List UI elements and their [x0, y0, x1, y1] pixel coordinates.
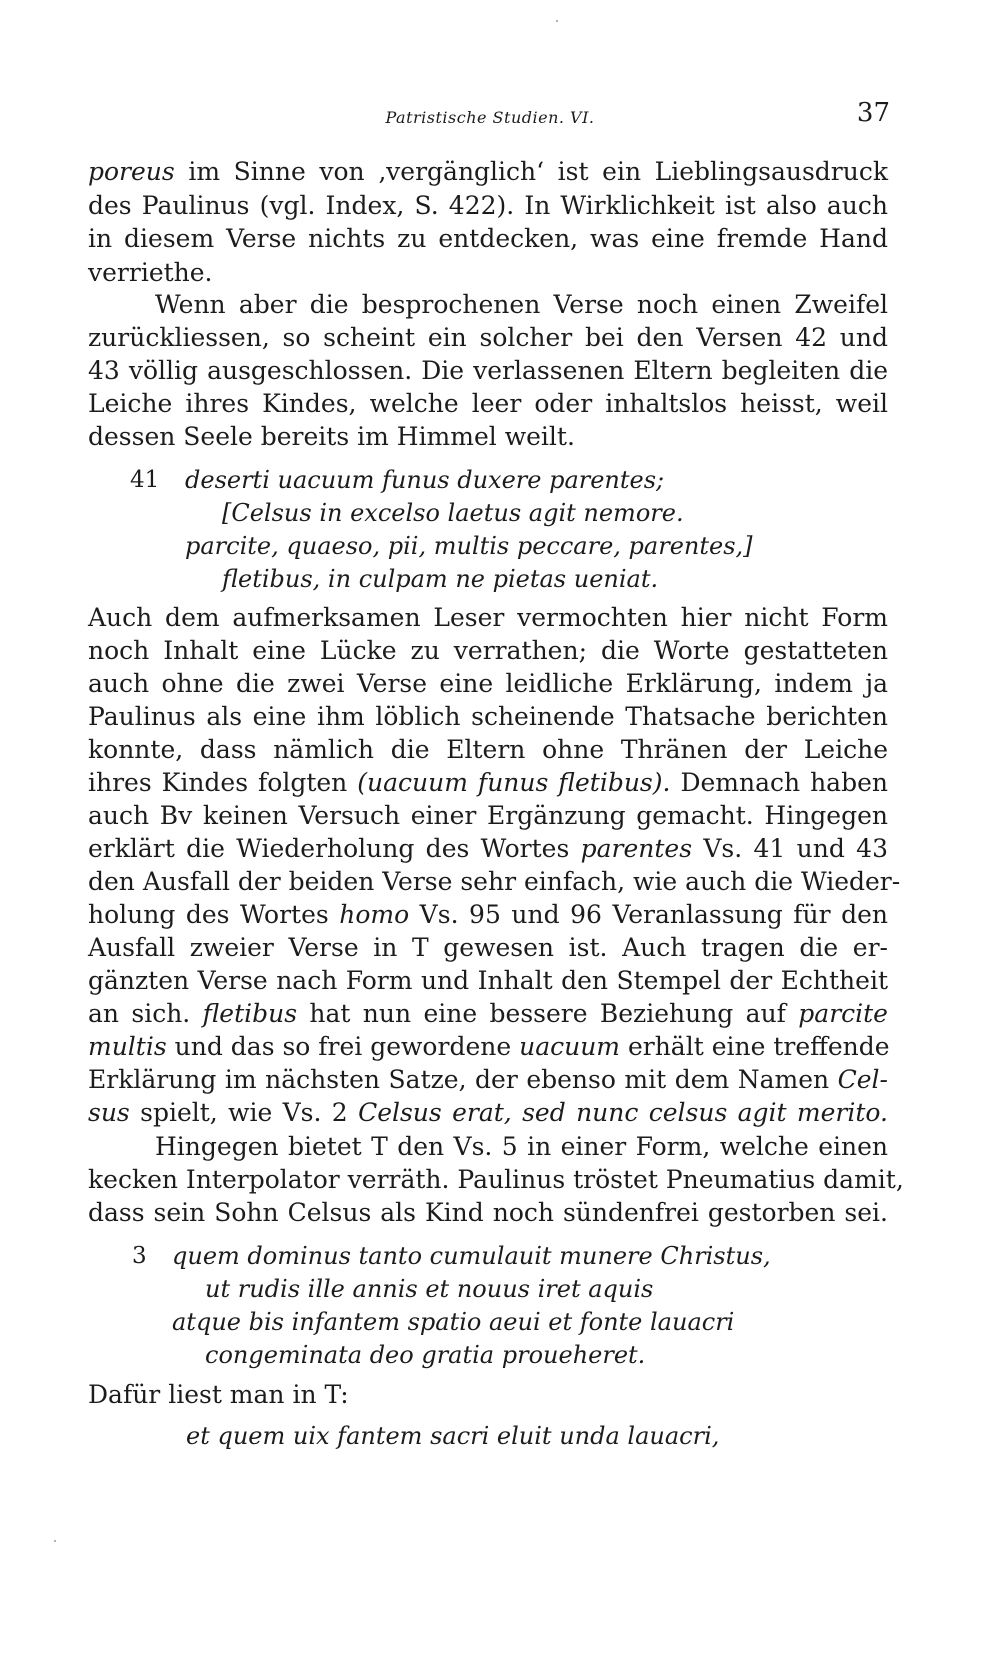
text-line: konnte, dass nämlich die Eltern ohne Thränen der Leiche — [88, 735, 888, 764]
text-span: Demnach haben — [670, 768, 888, 797]
verse-line: congeminata deo gratia proueheret. — [205, 1341, 646, 1369]
text-line: gänzten Verse nach Form und Inhalt den Stempel der Echtheit — [88, 966, 888, 995]
text-line: Leiche ihres Kindes, welche leer oder inhaltslos heisst, weil — [88, 389, 888, 418]
verse-line: [Celsus in excelso laetus agit nemore. — [222, 499, 684, 527]
text-line — [88, 1063, 888, 1097]
verse-line: fletibus, in culpam ne pietas ueniat. — [222, 565, 659, 593]
verse-line: ut rudis ille annis et nouus iret aquis — [205, 1275, 654, 1303]
italic-phrase: (uacuum funus fletibus). — [357, 768, 671, 797]
text-span: holung des Wortes — [88, 900, 340, 929]
text-span: erklärt die Wiederholung des Wortes — [88, 834, 581, 863]
italic-word: sus — [88, 1098, 130, 1127]
italic-word: fletibus — [202, 999, 298, 1028]
text-span: erhält eine treffende — [620, 1032, 890, 1061]
text-line: Dafür liest man in T: — [88, 1380, 349, 1409]
text-line — [88, 155, 888, 189]
italic-word: poreus — [88, 157, 175, 186]
text-span: Erklärung im nächsten Satze, der ebenso mit dem Namen — [88, 1065, 838, 1094]
text-span: Vs. 41 und 43 — [692, 834, 888, 863]
text-line: Paulinus als eine ihm löblich scheinende Thatsache berichten — [88, 702, 888, 731]
italic-word: uacuum — [519, 1032, 621, 1061]
text-span: hat nun eine bessere Beziehung auf — [297, 999, 799, 1028]
scan-speck — [54, 1540, 56, 1542]
text-span: und das so frei gewordene — [166, 1032, 520, 1061]
text-line: noch Inhalt eine Lücke zu verrathen; die Worte gestatteten — [88, 636, 888, 665]
text-line: 43 völlig ausgeschlossen. Die verlassenen Eltern begleiten die — [88, 356, 888, 385]
verse-line: deserti uacuum funus duxere parentes; — [185, 466, 665, 494]
text-line: verriethe. — [88, 258, 213, 287]
text-line: kecken Interpolator verräth. Paulinus tröstet Pneumatius damit, — [88, 1165, 904, 1194]
italic-word: parentes — [580, 834, 693, 863]
text-line: zurückliessen, so scheint ein solcher bei den Versen 42 und — [88, 323, 888, 352]
text-line: Hingegen bietet T den Vs. 5 in einer Form, welche einen — [155, 1132, 888, 1161]
verse-line: atque bis infantem spatio aeui et fonte lauacri — [172, 1308, 735, 1336]
italic-word: multis — [88, 1032, 167, 1061]
text-line: Auch dem aufmerksamen Leser vermochten hier nicht Form — [88, 603, 888, 632]
text-line — [88, 832, 888, 866]
text-line — [88, 898, 888, 932]
verse-line: parcite, quaeso, pii, multis peccare, parentes,] — [185, 532, 753, 560]
text-span: ihres Kindes folgten — [88, 768, 358, 797]
text-line: dessen Seele bereits im Himmel weilt. — [88, 422, 575, 451]
text-line: Ausfall zweier Verse in T gewesen ist. Auch tragen die er- — [88, 933, 888, 962]
italic-phrase: Celsus erat, sed nunc celsus agit merito. — [358, 1098, 888, 1127]
text-line — [88, 1096, 888, 1130]
running-head: Patristische Studien. VI. — [385, 108, 595, 127]
italic-word: parcite — [798, 999, 888, 1028]
text-span: Vs. 95 und 96 Veranlassung für den — [409, 900, 888, 929]
verse-line: et quem uix fantem sacri eluit unda lauacri, — [186, 1422, 720, 1450]
text-line: in diesem Verse nichts zu entdecken, was eine fremde Hand — [88, 224, 888, 253]
text-line: des Paulinus (vgl. Index, S. 422). In Wirklichkeit ist also auch — [88, 191, 888, 220]
text-line: auch Bv keinen Versuch einer Ergänzung gemacht. Hingegen — [88, 801, 888, 830]
text-span: im Sinne von ‚vergänglich‘ ist ein Lieblingsausdruck — [174, 157, 888, 186]
text-span: an sich. — [88, 999, 203, 1028]
text-line — [88, 1030, 888, 1064]
italic-word: Cel- — [837, 1065, 888, 1094]
text-line — [88, 997, 888, 1031]
text-line: dass sein Sohn Celsus als Kind noch sündenfrei gestorben sei. — [88, 1198, 888, 1227]
verse-number: 3 — [132, 1243, 147, 1269]
text-span: spielt, wie Vs. 2 — [129, 1098, 359, 1127]
text-line — [88, 766, 888, 800]
page-number: 37 — [856, 98, 890, 128]
italic-word: homo — [339, 900, 410, 929]
verse-line: quem dominus tanto cumulauit munere Christus, — [172, 1242, 771, 1270]
scan-speck — [556, 20, 558, 22]
text-line: Wenn aber die besprochenen Verse noch einen Zweifel — [155, 290, 888, 319]
page-header — [90, 98, 890, 134]
verse-number: 41 — [130, 467, 160, 493]
text-line: den Ausfall der beiden Verse sehr einfach, wie auch die Wieder- — [88, 867, 901, 896]
text-line: auch ohne die zwei Verse eine leidliche Erklärung, indem ja — [88, 669, 888, 698]
